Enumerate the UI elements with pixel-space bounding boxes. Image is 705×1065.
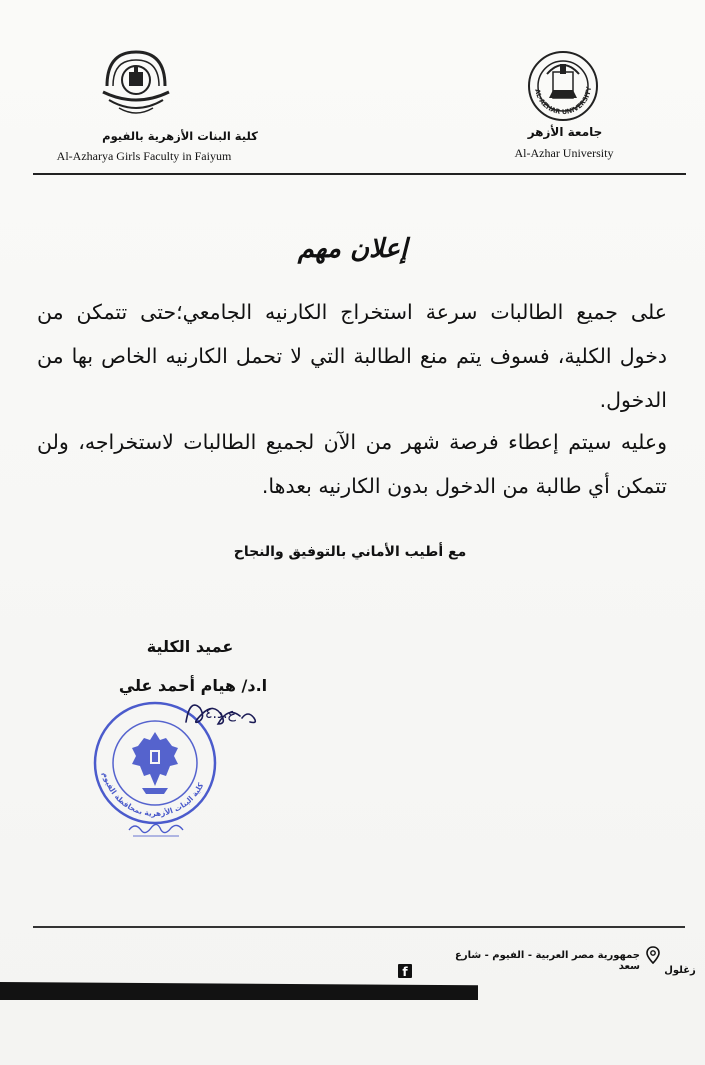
footer-address: جمهورية مصر العربية - الفيوم - شارع سعد xyxy=(455,950,640,972)
al-azhar-university-logo xyxy=(527,50,599,122)
footer-address-continued: زغلول xyxy=(664,965,696,976)
svg-text:AL-AZHAR UNIVERSITY: AL-AZHAR UNIVERSITY xyxy=(533,86,594,117)
svg-text:كلية البنات الأزهرية بمحافظة ا: كلية البنات الأزهرية بمحافظة الفيوم xyxy=(100,771,206,819)
university-name-english: Al-Azhar University xyxy=(514,146,614,160)
footer-black-bar xyxy=(0,982,478,1000)
dean-signature xyxy=(178,688,278,732)
closing-wishes: مع أطيب الأماني بالتوفيق والنجاح xyxy=(233,544,467,560)
notice-title: إعلان مهم xyxy=(297,234,408,264)
notice-paragraph-2: وعليه سيتم إعطاء فرصة شهر من الآن لجميع الطالبات لاستخراجه، ولن تتمكن أي طالبة من الدخول بدون الكارنيه بعدها. xyxy=(37,430,667,498)
faculty-name-english: Al-Azharya Girls Faculty in Faiyum xyxy=(56,149,232,163)
facebook-icon: f xyxy=(398,964,412,978)
faculty-logo xyxy=(99,46,173,122)
dean-title: عميد الكلية xyxy=(146,637,234,656)
faculty-name-arabic: كلية البنات الأزهرية بالفيوم xyxy=(102,129,258,143)
notice-paragraph-1: على جميع الطالبات سرعة استخراج الكارنيه الجامعي؛حتى تتمكن من دخول الكلية، فسوف يتم منع الطالبة التي لا تحمل الكارنيه الخاص بها من الدخول. xyxy=(37,300,667,412)
svg-text:ع.د.٤: ع.د.٤ xyxy=(204,706,236,722)
handwritten-date xyxy=(125,814,187,842)
footer-divider xyxy=(33,926,685,928)
location-pin-icon xyxy=(645,946,661,964)
header-divider xyxy=(33,173,686,175)
dean-name: ا.د/ هيام أحمد علي xyxy=(118,676,268,695)
university-name-arabic: جامعة الأزهر xyxy=(527,125,603,139)
